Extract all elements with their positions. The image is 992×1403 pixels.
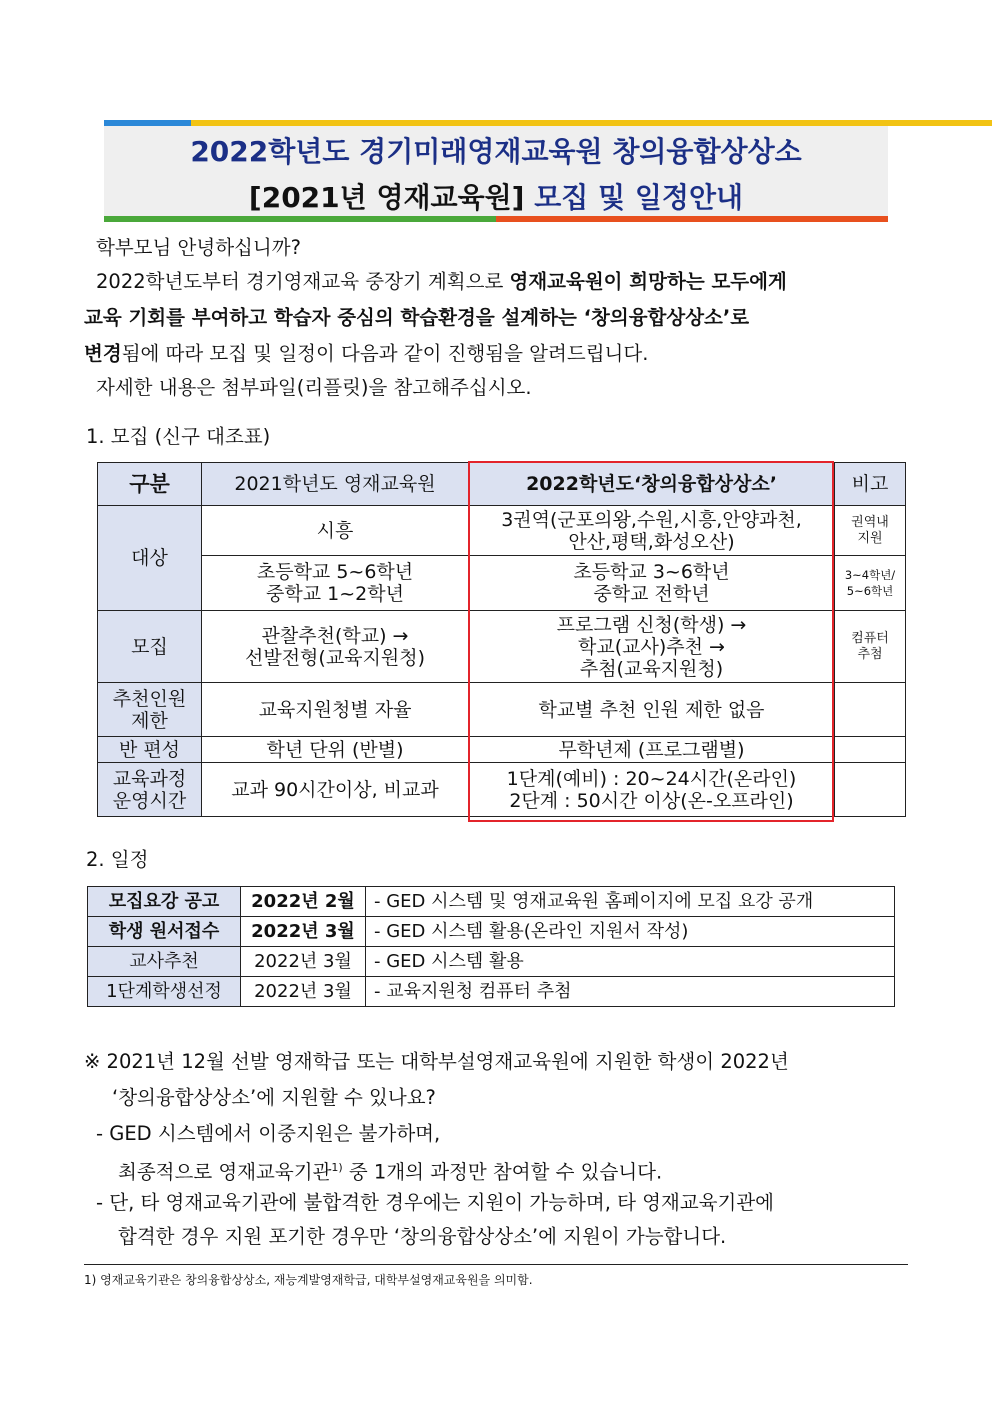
cell-grade-new xyxy=(469,556,835,611)
schedule-desc: - GED 시스템 활용(온라인 지원서 작성) xyxy=(366,917,895,947)
banner-bar-orange xyxy=(496,216,888,222)
footnote-divider xyxy=(84,1264,908,1265)
intro-p1-b: 영재교육원이 희망하는 모두에게 xyxy=(509,270,787,293)
schedule-desc: - GED 시스템 활용 xyxy=(366,947,895,977)
header-2021: 2021학년도 영재교육원 xyxy=(202,463,469,506)
intro-line-3 xyxy=(84,342,648,366)
table-row xyxy=(98,506,906,556)
cell-target-new-2: 안산,평택,화성오산) xyxy=(568,530,735,553)
intro-p1-a: 2022학년도부터 경기영재교육 중장기 계획으로 xyxy=(96,270,510,293)
cell-recruit-new-2: 학교(교사)추천 → xyxy=(578,635,725,658)
section2-heading: 2. 일정 xyxy=(86,848,149,871)
cell-target-note-2: 지원 xyxy=(857,530,883,546)
cell-grade-old-1: 초등학교 5~6학년 xyxy=(256,561,414,583)
schedule-item: 교사추천 xyxy=(88,947,241,977)
note-answer-2-post: 중 1개의 과정만 참여할 수 있습니다. xyxy=(342,1160,663,1184)
table-row xyxy=(98,611,906,683)
header-2022: 2022학년도‘창의융합상상소’ xyxy=(469,463,835,506)
cell-grade-note-2: 5~6학년 xyxy=(846,584,894,598)
table-header-row xyxy=(98,463,906,506)
cell-limit-new: 학교별 추천 인원 제한 없음 xyxy=(469,683,835,737)
table-row xyxy=(98,763,906,817)
intro-p1-d: 변경 xyxy=(84,342,122,365)
intro-line-1 xyxy=(96,270,787,294)
footnote: 1) 영재교육기관은 창의융합상상소, 재능계발영재학급, 대학부설영재교육원을 의미함. xyxy=(84,1273,533,1287)
intro-line-2: 교육 기회를 부여하고 학습자 중심의 학습환경을 설계하는 ‘창의융합상상소’로 xyxy=(84,306,750,329)
schedule-item: 1단계학생선정 xyxy=(88,977,241,1007)
schedule-item: 학생 원서접수 xyxy=(88,917,241,947)
cell-curriculum-new-2: 2단계 : 50시간 이상(온-오프라인) xyxy=(509,789,794,812)
cell-target-note xyxy=(835,506,906,556)
schedule-desc: - GED 시스템 및 영재교육원 홈페이지에 모집 요강 공개 xyxy=(366,887,895,917)
label-recommend-limit-2: 제한 xyxy=(131,709,168,732)
note-answer-3: - 단, 타 영재교육기관에 불합격한 경우에는 지원이 가능하며, 타 영재교육기관에 xyxy=(96,1191,775,1214)
greeting: 학부모님 안녕하십니까? xyxy=(96,236,301,259)
note-question-2: ‘창의융합상상소’에 지원할 수 있나요? xyxy=(112,1086,436,1109)
schedule-row xyxy=(88,887,895,917)
schedule-date: 2022년 3월 xyxy=(241,977,366,1007)
banner-bar-green xyxy=(104,216,496,222)
cell-grade-old xyxy=(202,556,469,611)
label-class: 반 편성 xyxy=(98,737,202,763)
intro-p1-e: 됨에 따라 모집 및 일정이 다음과 같이 진행됨을 알려드립니다. xyxy=(121,342,649,365)
cell-grade-note xyxy=(835,556,906,611)
title-line-2 xyxy=(104,176,888,216)
cell-target-note-1: 권역내 xyxy=(851,514,889,530)
cell-class-note xyxy=(835,737,906,763)
schedule-date: 2022년 3월 xyxy=(241,917,366,947)
table-row xyxy=(98,683,906,737)
header-category: 구분 xyxy=(98,463,202,506)
banner-bar-yellow xyxy=(191,120,992,126)
cell-target-new xyxy=(469,506,835,556)
note-answer-4: 합격한 경우 지원 포기한 경우만 ‘창의융합상상소’에 지원이 가능합니다. xyxy=(118,1225,727,1248)
schedule-desc: - 교육지원청 컴퓨터 추첨 xyxy=(366,977,895,1007)
cell-recruit-note-1: 컴퓨터 xyxy=(851,630,889,646)
cell-grade-new-1: 초등학교 3~6학년 xyxy=(573,561,730,583)
cell-limit-note xyxy=(835,683,906,737)
note-answer-2 xyxy=(118,1156,662,1185)
cell-grade-old-2: 중학교 1~2학년 xyxy=(266,583,404,605)
title-line-2-highlight: 모집 및 일정안내 xyxy=(534,181,744,214)
cell-curriculum-note xyxy=(835,763,906,817)
cell-recruit-old xyxy=(202,611,469,683)
label-recruit: 모집 xyxy=(98,611,202,683)
label-curriculum-1: 교육과정 xyxy=(112,767,187,790)
intro-line-4: 자세한 내용은 첨부파일(리플릿)을 참고해주십시오. xyxy=(96,376,532,399)
label-curriculum xyxy=(98,763,202,817)
title-line-2-prefix: [2021년 영재교육원] xyxy=(248,181,525,214)
cell-grade-new-2: 중학교 전학년 xyxy=(593,583,710,605)
cell-class-old: 학년 단위 (반별) xyxy=(202,737,469,763)
cell-recruit-new-3: 추첨(교육지원청) xyxy=(579,657,724,680)
note-answer-1: - GED 시스템에서 이중지원은 불가하며, xyxy=(96,1122,441,1145)
label-target: 대상 xyxy=(98,506,202,611)
title-line-1: 2022학년도 경기미래영재교육원 창의융합상상소 xyxy=(190,135,802,168)
schedule-date: 2022년 3월 xyxy=(241,947,366,977)
table-row xyxy=(98,556,906,611)
cell-class-new: 무학년제 (프로그램별) xyxy=(469,737,835,763)
cell-limit-old: 교육지원청별 자율 xyxy=(202,683,469,737)
recruit-comparison-table xyxy=(97,462,906,817)
cell-target-old: 시흥 xyxy=(202,506,469,556)
cell-recruit-new xyxy=(469,611,835,683)
cell-recruit-old-2: 선발전형(교육지원청) xyxy=(244,646,425,669)
cell-curriculum-new xyxy=(469,763,835,817)
note-answer-2-pre: 최종적으로 영재교육기관 xyxy=(118,1160,332,1184)
note-question-1: ※ 2021년 12월 선발 영재학급 또는 대학부설영재교육원에 지원한 학생이 2022년 xyxy=(84,1050,789,1073)
schedule-row xyxy=(88,977,895,1007)
schedule-row xyxy=(88,947,895,977)
table-row xyxy=(98,737,906,763)
label-curriculum-2: 운영시간 xyxy=(112,789,187,812)
cell-recruit-new-1: 프로그램 신청(학생) → xyxy=(556,613,747,636)
schedule-date: 2022년 2월 xyxy=(241,887,366,917)
cell-curriculum-new-1: 1단계(예비) : 20~24시간(온라인) xyxy=(506,767,797,790)
label-recommend-limit xyxy=(98,683,202,737)
footnote-ref: 1) xyxy=(331,1161,343,1174)
cell-curriculum-old: 교과 90시간이상, 비교과 xyxy=(202,763,469,817)
schedule-row xyxy=(88,917,895,947)
schedule-item: 모집요강 공고 xyxy=(88,887,241,917)
cell-recruit-note-2: 추첨 xyxy=(857,646,883,662)
header-note: 비고 xyxy=(835,463,906,506)
cell-recruit-old-1: 관찰추천(학교) → xyxy=(261,624,409,647)
cell-recruit-note xyxy=(835,611,906,683)
cell-target-new-1: 3권역(군포의왕,수원,시흥,안양과천, xyxy=(501,508,802,531)
label-recommend-limit-1: 추천인원 xyxy=(112,687,187,710)
schedule-table xyxy=(87,886,895,1007)
title-banner xyxy=(104,120,888,222)
cell-grade-note-1: 3~4학년/ xyxy=(844,568,896,582)
section1-heading: 1. 모집 (신구 대조표) xyxy=(86,425,271,448)
